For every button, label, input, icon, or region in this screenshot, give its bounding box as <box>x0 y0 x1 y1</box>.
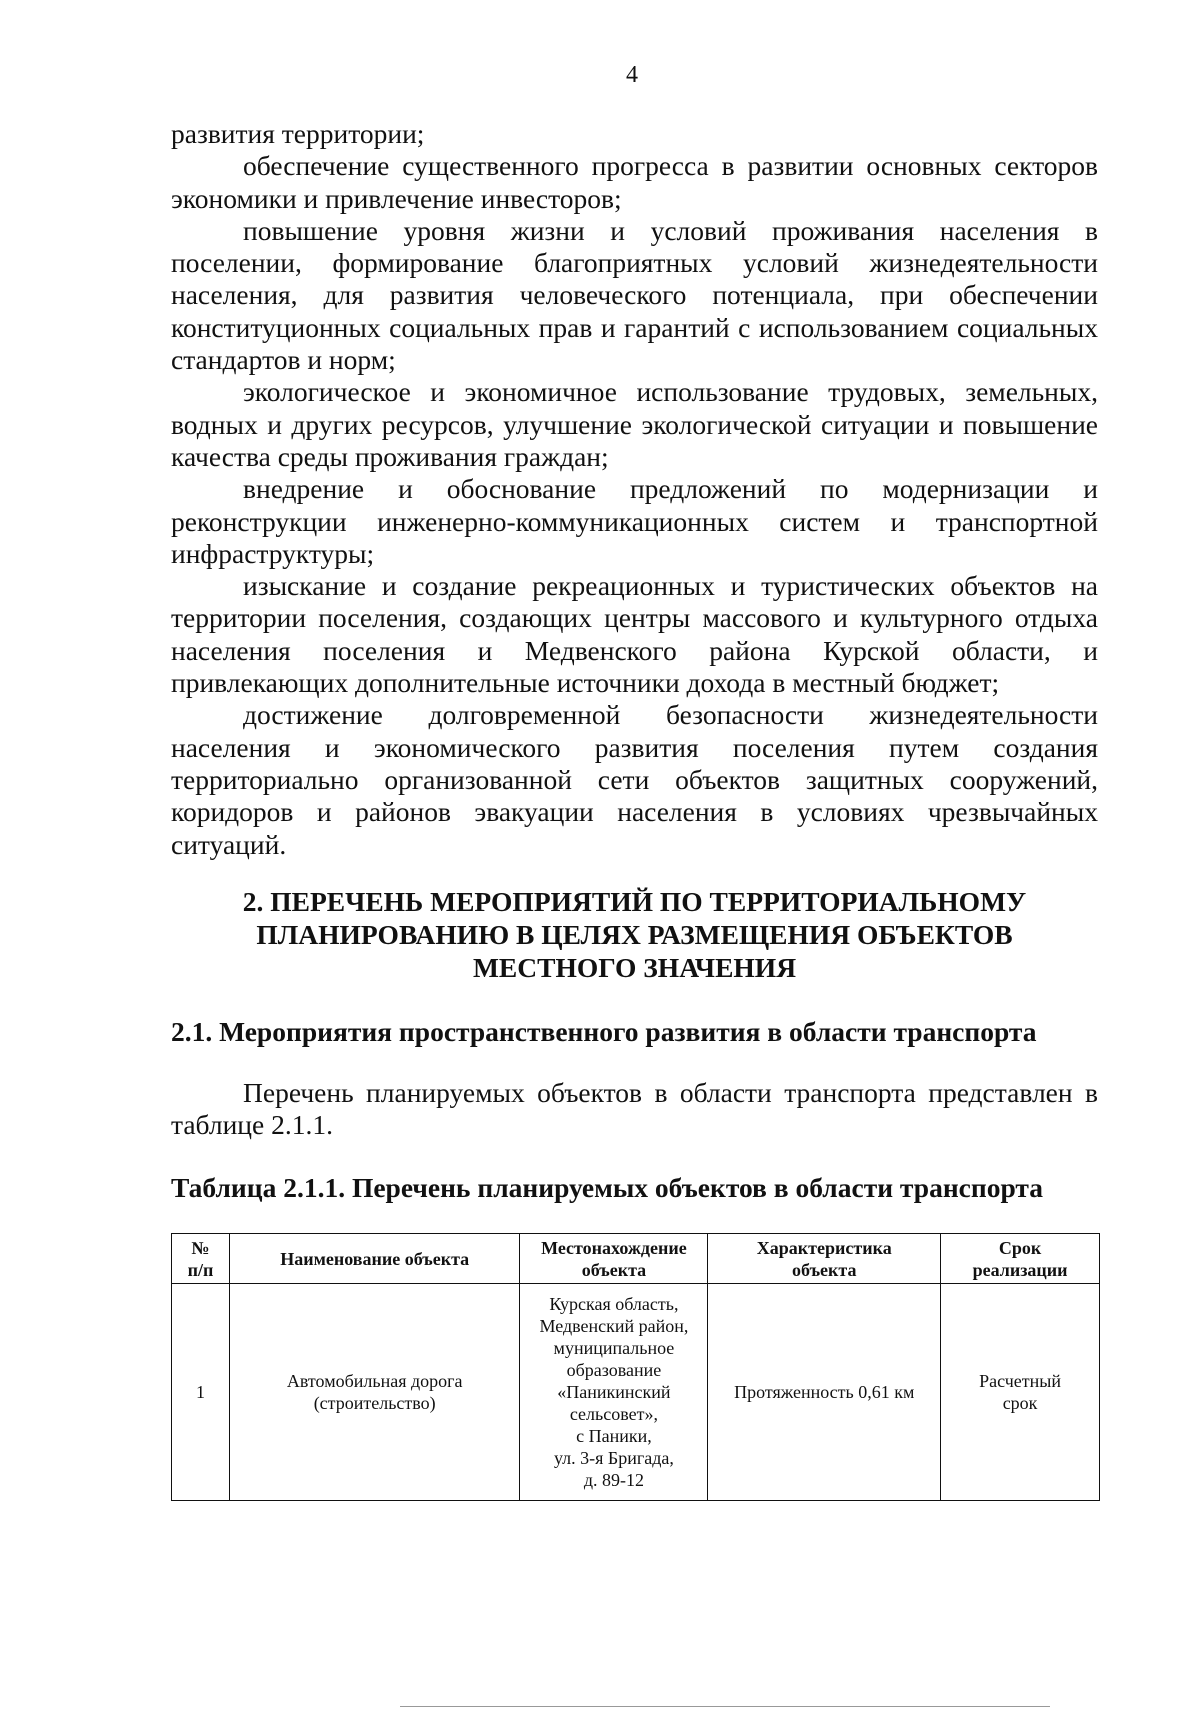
cell-line: объекта <box>792 1259 857 1280</box>
intro-paragraph: Перечень планируемых объектов в области транспорта представлен в таблице 2.1.1. <box>171 1077 1098 1141</box>
body-paragraph: обеспечение существенного прогресса в развитии основных секторов экономики и привлечение инвесторов; <box>171 150 1098 214</box>
table-caption: Таблица 2.1.1. Перечень планируемых объектов в области транспорта <box>171 1172 1043 1203</box>
cell-line: образование <box>566 1360 662 1380</box>
cell-line: муниципальное <box>553 1338 675 1358</box>
page-bottom-rule <box>400 1706 1050 1707</box>
cell-line: д. 89-12 <box>583 1470 644 1490</box>
cell-line: Местонахождение <box>541 1237 687 1258</box>
cell-line: объекта <box>581 1259 647 1280</box>
body-paragraph: экологическое и экономичное использование трудовых, земельных, водных и других ресурсов, улучшение экологической ситуации и повышение качества среды проживания граждан; <box>171 376 1098 472</box>
cell-line: Протяженность 0,61 км <box>734 1382 915 1402</box>
table-header-cell <box>172 1234 230 1284</box>
cell-line: Автомобильная дорога <box>286 1371 463 1391</box>
table-cell <box>520 1284 708 1501</box>
table-header-cell <box>229 1234 520 1284</box>
table-row <box>172 1284 1100 1501</box>
section-title-line: 2. ПЕРЕЧЕНЬ МЕРОПРИЯТИЙ ПО ТЕРРИТОРИАЛЬНОМУ <box>242 886 1027 917</box>
cell-line: сельсовет», <box>569 1404 658 1424</box>
body-paragraph: внедрение и обоснование предложений по модернизации и реконструкции инженерно-коммуникационных систем и транспортной инфраструктуры; <box>171 473 1098 569</box>
planned-objects-table <box>171 1233 1100 1501</box>
subsection-title: 2.1. Мероприятия пространственного развития в области транспорта <box>171 1016 1037 1047</box>
cell-line: Срок <box>998 1237 1042 1258</box>
cell-line: Медвенский район, <box>539 1316 689 1336</box>
cell-line: 1 <box>195 1382 205 1402</box>
table-cell <box>708 1284 941 1501</box>
cell-line: № <box>191 1237 210 1258</box>
table-cell <box>229 1284 520 1501</box>
cell-line: (строительство) <box>313 1393 436 1413</box>
body-paragraph: развития территории; <box>171 118 425 149</box>
cell-line: Расчетный <box>979 1371 1062 1391</box>
table-header-cell <box>708 1234 941 1284</box>
cell-line: «Паникинский <box>557 1382 671 1402</box>
cell-line: Характеристика <box>756 1237 892 1258</box>
body-text <box>171 118 1098 861</box>
section-title <box>171 885 1098 984</box>
table-cell <box>172 1284 230 1501</box>
page-number: 4 <box>626 62 638 88</box>
cell-line: Курская область, <box>549 1294 679 1314</box>
table-header-row <box>172 1234 1100 1284</box>
cell-line: ул. 3-я Бригада, <box>553 1448 674 1468</box>
cell-line: с Паники, <box>576 1426 652 1446</box>
table-header-cell <box>520 1234 708 1284</box>
cell-line: п/п <box>187 1259 214 1280</box>
table-header-cell <box>941 1234 1100 1284</box>
cell-line: Наименование объекта <box>280 1248 470 1269</box>
section-title-line: ПЛАНИРОВАНИЮ В ЦЕЛЯХ РАЗМЕЩЕНИЯ ОБЪЕКТОВ <box>256 919 1013 950</box>
cell-line: реализации <box>972 1259 1068 1280</box>
table-cell <box>941 1284 1100 1501</box>
section-title-line: МЕСТНОГО ЗНАЧЕНИЯ <box>472 952 797 983</box>
body-paragraph: достижение долговременной безопасности жизнедеятельности населения и экономического развития поселения путем создания территориально организованной сети объектов защитных сооружений, коридоров и районов эвакуации населения в условиях чрезвычайных ситуаций. <box>171 699 1098 860</box>
body-paragraph: повышение уровня жизни и условий проживания населения в поселении, формирование благоприятных условий жизнедеятельности населения, для развития человеческого потенциала, при обеспечении конституционных социальных прав и гарантий с использованием социальных стандартов и норм; <box>171 214 1098 376</box>
body-paragraph: изыскание и создание рекреационных и туристических объектов на территории поселения, создающих центры массового и культурного отдыха населения поселения и Медвенского района Курской области, и привлекающих дополнительные источники дохода в местный бюджет; <box>171 570 1098 699</box>
table-body <box>172 1284 1100 1501</box>
cell-line: срок <box>1002 1393 1038 1413</box>
